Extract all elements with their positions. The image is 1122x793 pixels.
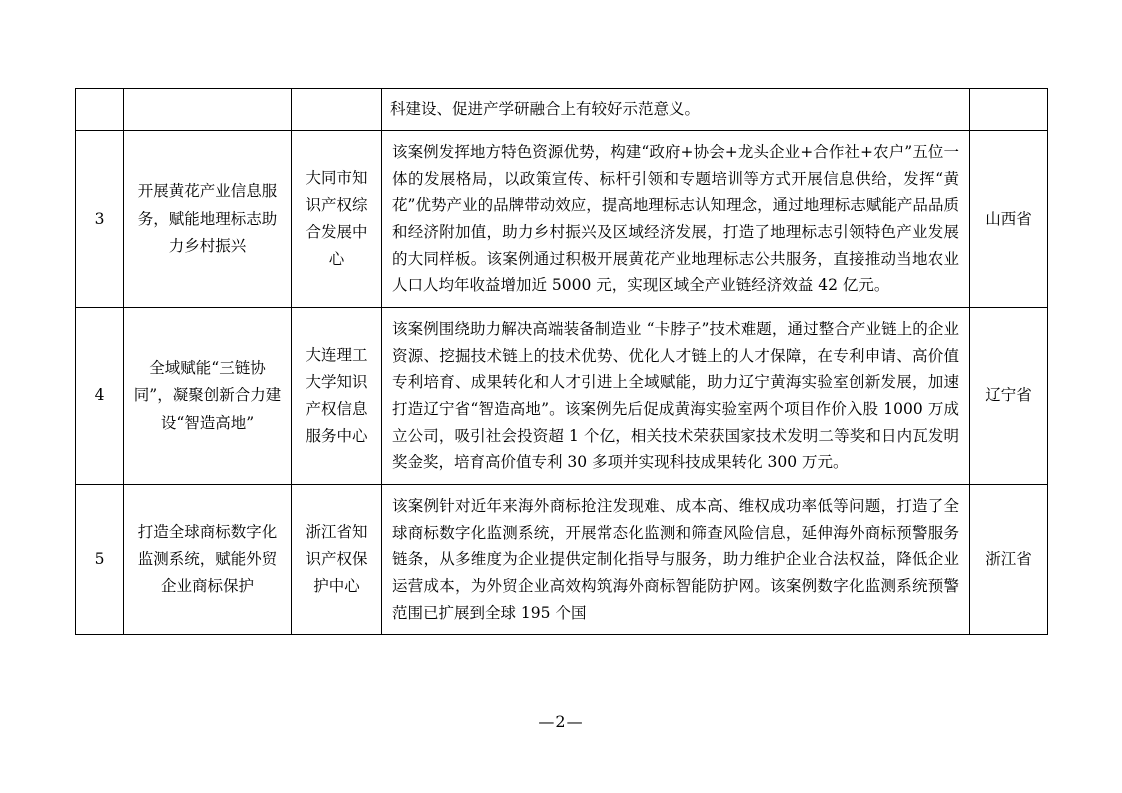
cell-body: 该案例针对近年来海外商标抢注发现难、成本高、维权成功率低等问题，打造了全球商标数字化监测系统，开展常态化监测和筛查风险信息，延伸海外商标预警服务链条，从多维度为企业提供定制化指导与服务，助力维护企业合法权益，降低企业运营成本，为外贸企业高效构筑海外商标智能防护网。该案例数字化监测系统预警范围已扩展到全球 195 个国 — [382, 484, 970, 634]
table-row-continued — [76, 89, 1048, 131]
cell-number: 5 — [76, 484, 124, 634]
cell-unit: 浙江省知识产权保护中心 — [292, 484, 382, 634]
cell-unit: 大同市知识产权综合发展中心 — [292, 131, 382, 308]
table-row — [76, 484, 1048, 634]
cell-unit — [292, 89, 382, 131]
cell-body: 科建设、促进产学研融合上有较好示范意义。 — [382, 89, 970, 131]
cell-body: 该案例发挥地方特色资源优势，构建“政府+协会+龙头企业+合作社+农户”五位一体的发展格局，以政策宣传、标杆引领和专题培训等方式开展信息供给，发挥“黄花”优势产业的品牌带动效应，提高地理标志认知理念，通过地理标志赋能产品品质和经济附加值，助力乡村振兴及区域经济发展，打造了地理标志引领特色产业发展的大同样板。该案例通过积极开展黄花产业地理标志公共服务，直接推动当地农业人口人均年收益增加近 5000 元，实现区域全产业链经济效益 42 亿元。 — [382, 131, 970, 308]
cell-number — [76, 89, 124, 131]
cell-unit: 大连理工大学知识产权信息服务中心 — [292, 308, 382, 485]
cell-number: 3 — [76, 131, 124, 308]
cell-region: 浙江省 — [970, 484, 1048, 634]
cell-title: 全域赋能“三链协同”，凝聚创新合力建设“智造高地” — [124, 308, 292, 485]
table-row — [76, 131, 1048, 308]
cell-title: 打造全球商标数字化监测系统，赋能外贸企业商标保护 — [124, 484, 292, 634]
cell-region: 辽宁省 — [970, 308, 1048, 485]
cases-table — [75, 88, 1048, 635]
table-row — [76, 308, 1048, 485]
cell-number: 4 — [76, 308, 124, 485]
page-number: —2— — [538, 712, 584, 731]
cell-title — [124, 89, 292, 131]
cell-title: 开展黄花产业信息服务，赋能地理标志助力乡村振兴 — [124, 131, 292, 308]
cell-region — [970, 89, 1048, 131]
cell-body: 该案例围绕助力解决高端装备制造业 “卡脖子”技术难题，通过整合产业链上的企业资源、挖掘技术链上的技术优势、优化人才链上的人才保障，在专利申请、高价值专利培育、成果转化和人才引进上全域赋能，助力辽宁黄海实验室创新发展，加速打造辽宁省“智造高地”。该案例先后促成黄海实验室两个项目作价入股 1000 万成立公司，吸引社会投资超 1 个亿，相关技术荣获国家技术发明二等奖和日内瓦发明奖金奖，培育高价值专利 30 多项并实现科技成果转化 300 万元。 — [382, 308, 970, 485]
cell-region: 山西省 — [970, 131, 1048, 308]
